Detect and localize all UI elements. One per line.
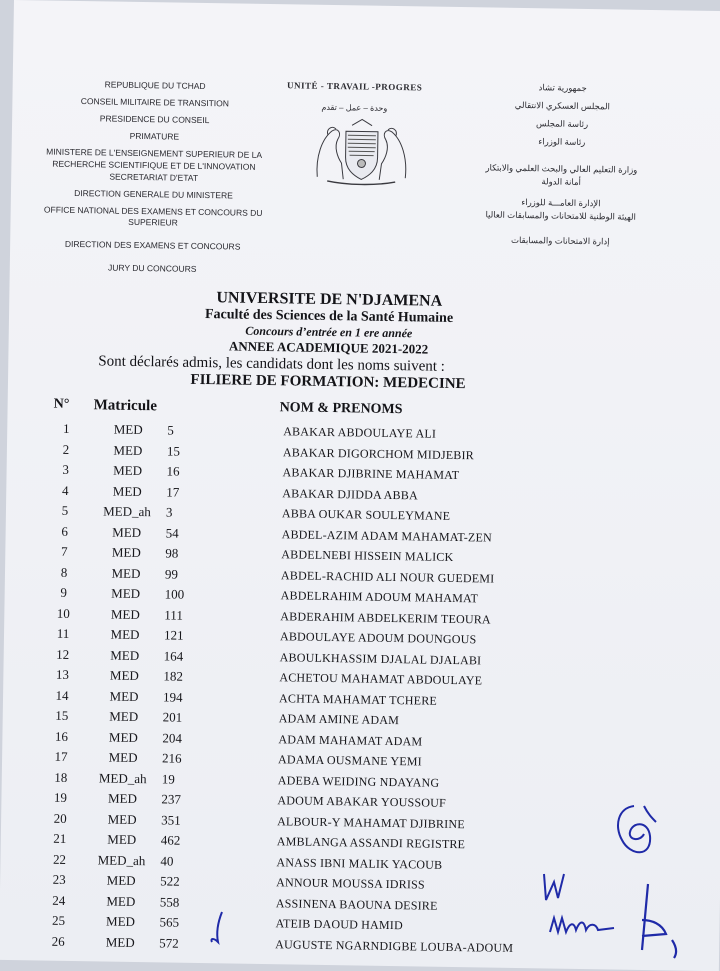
matricule-prefix: MED	[105, 934, 135, 950]
matricule-number: 194	[162, 688, 183, 705]
matricule-number: 237	[161, 791, 182, 807]
row-number: 8	[60, 564, 68, 580]
matricule-number: 572	[159, 934, 179, 951]
matricule-prefix: MED	[112, 524, 142, 540]
matricule-number: 15	[166, 442, 181, 459]
header-right-line: رئاسة الوزراء	[538, 136, 586, 147]
matricule-number: 98	[165, 545, 179, 561]
contest-title: Concours d’entrée en 1 ere année	[245, 323, 413, 341]
matricule-prefix: MED	[109, 708, 139, 725]
row-number: 5	[61, 502, 69, 518]
matricule-number: 100	[164, 586, 185, 602]
matricule-number: 565	[159, 914, 180, 930]
header-left-line: SECRETARIAT D'ETAT	[109, 171, 199, 183]
header-left-line: MINISTERE DE L'ENSEIGNEMENT SUPERIEUR DE LA	[46, 146, 263, 160]
matricule-prefix: MED_ah	[97, 851, 146, 868]
row-number: 6	[61, 523, 69, 539]
column-header-matricule: Matricule	[93, 397, 158, 415]
candidate-name: ADOUM ABAKAR YOUSSOUF	[277, 793, 447, 810]
header-center	[264, 80, 444, 115]
matricule-prefix: MED	[111, 544, 141, 561]
matricule-prefix: MED	[108, 749, 138, 766]
field-title: FILIERE DE FORMATION: MEDECINE	[190, 371, 466, 393]
candidate-name: ACHTA MAHAMAT TCHERE	[278, 690, 438, 708]
header-left-line: JURY DU CONCOURS	[107, 262, 197, 274]
matricule-prefix: MED	[110, 647, 140, 663]
matricule-number: 54	[165, 524, 179, 541]
header-left-french	[30, 78, 278, 282]
matricule-number: 17	[166, 483, 180, 500]
matricule-prefix: MED	[109, 667, 139, 684]
matricule-prefix: MED_ah	[98, 769, 147, 786]
row-number: 10	[56, 605, 70, 621]
column-header-name: NOM & PRENOMS	[279, 400, 403, 418]
candidate-name: ADEBA WEIDING NDAYANG	[277, 772, 440, 790]
header-right-line: إدارة الامتحانات والمسابقات	[510, 234, 610, 247]
row-number: 26	[51, 933, 65, 949]
row-number: 18	[54, 769, 68, 785]
candidate-name: ABDOULAYE ADOUM DOUNGOUS	[279, 629, 477, 647]
matricule-number: 5	[167, 422, 174, 438]
matricule-number: 522	[160, 873, 180, 889]
matricule-prefix: MED	[106, 872, 136, 889]
header-left-line: CONSEIL MILITAIRE DE TRANSITION	[80, 96, 230, 109]
header-right-line: الهيئة الوطنية للامتحانات والمسابقات العاليا	[485, 209, 636, 222]
header-right-line: جمهورية تشاد	[538, 82, 587, 94]
matricule-number: 201	[162, 709, 183, 725]
row-number: 1	[62, 420, 70, 436]
matricule-number: 164	[163, 647, 184, 664]
matricule-number: 19	[161, 770, 175, 787]
matricule-prefix: MED	[110, 626, 140, 643]
matricule-prefix: MED	[105, 913, 136, 930]
matricule-prefix: MED	[106, 893, 136, 909]
matricule-prefix: MED_ah	[103, 503, 151, 520]
candidate-name: ABDERAHIM ABDELKERIM TEOURA	[280, 608, 491, 627]
row-number: 9	[60, 584, 68, 600]
header-left-line: PRIMATURE	[129, 130, 180, 142]
matricule-prefix: MED	[113, 462, 143, 479]
row-number: 25	[51, 912, 66, 928]
intro-sentence: Sont déclarés admis, les candidats dont les noms suivent :	[98, 353, 446, 375]
header-left-line: RECHERCHE SCIENTIFIQUE ET DE L'INNOVATION	[52, 158, 256, 172]
row-number: 11	[56, 625, 70, 641]
candidate-name: ABOULKHASSIM DJALAL DJALABI	[279, 649, 482, 667]
signature-mark	[604, 796, 664, 866]
row-number: 23	[52, 871, 66, 887]
candidate-name: ABAKAR DJIBRINE MAHAMAT	[282, 465, 460, 483]
row-number: 15	[55, 707, 69, 723]
academic-year: ANNEE ACADEMIQUE 2021-2022	[228, 338, 429, 357]
university-title: UNIVERSITE DE N'DJAMENA	[216, 289, 443, 310]
row-number: 13	[55, 666, 70, 682]
matricule-number: 204	[162, 729, 183, 746]
row-number: 2	[62, 441, 70, 457]
national-motto-arabic: وحدة – عمل – تقدم	[321, 102, 388, 113]
candidate-name: ANASS IBNI MALIK YACOUB	[276, 854, 443, 872]
candidate-name: ADAM MAHAMAT ADAM	[278, 731, 423, 749]
matricule-prefix: MED	[111, 585, 141, 602]
matricule-prefix: MED	[107, 790, 138, 807]
matricule-number: 216	[161, 750, 182, 766]
signature-scribble	[548, 912, 618, 942]
header-right-line: أمانة الدولة	[541, 176, 582, 187]
candidate-name: ASSINENA BAOUNA DESIRE	[275, 895, 438, 913]
matricule-prefix: MED	[110, 606, 140, 622]
candidate-name: AMBLANGA ASSANDI REGISTRE	[276, 834, 466, 852]
matricule-number: 3	[165, 504, 173, 520]
candidate-name: AUGUSTE NGARNDIGBE LOUBA-ADOUM	[275, 936, 514, 955]
candidate-name: ABDEL-AZIM ADAM MAHAMAT-ZEN	[281, 526, 493, 545]
header-right-line: رئاسة المجلس	[535, 118, 589, 130]
candidate-name: ANNOUR MOUSSA IDRISS	[276, 875, 425, 892]
candidate-name: ABDELRAHIM ADOUM MAHAMAT	[280, 588, 479, 606]
candidate-name: ALBOUR-Y MAHAMAT DJIBRINE	[277, 813, 465, 831]
header-left-line: OFFICE NATIONAL DES EXAMENS ET CONCOURS DU SUPERIEUR	[43, 204, 263, 228]
national-motto: UNITÉ - TRAVAIL -PROGRES	[286, 80, 423, 93]
matricule-prefix: MED	[113, 442, 143, 458]
row-number: 24	[52, 892, 66, 908]
title-block	[68, 287, 590, 395]
matricule-number: 182	[163, 668, 184, 684]
row-number: 19	[53, 789, 68, 805]
candidate-name: ADAM AMINE ADAM	[278, 711, 400, 728]
candidate-name: ABAKAR DIGORCHOM MIDJEBIR	[282, 444, 475, 462]
row-number: 22	[52, 851, 67, 867]
matricule-number: 121	[163, 627, 184, 643]
header-left-line: PRESIDENCE DU CONSEIL	[99, 113, 210, 126]
coat-of-arms-emblem	[307, 117, 416, 189]
candidate-name: ATEIB DAOUD HAMID	[275, 916, 404, 933]
row-number: 14	[55, 687, 69, 703]
matricule-number: 351	[161, 811, 181, 828]
matricule-prefix: MED	[107, 831, 137, 848]
matricule-number: 462	[160, 832, 181, 848]
signature-stroke	[628, 880, 688, 960]
matricule-prefix: MED	[112, 483, 142, 499]
header-left-line: DIRECTION DES EXAMENS ET CONCOURS	[64, 238, 241, 252]
candidate-name: ABDEL-RACHID ALI NOUR GUEDEMI	[280, 567, 495, 586]
header-left-line: REPUBLIQUE DU TCHAD	[104, 79, 206, 92]
faculty-title: Faculté des Sciences de la Santé Humaine	[204, 307, 454, 326]
column-header-number: N°	[53, 396, 70, 412]
candidate-name: ABDELNEBI HISSEIN MALICK	[281, 547, 454, 564]
matricule-number: 40	[160, 852, 174, 869]
candidate-name: ABAKAR DJIDDA ABBA	[282, 485, 419, 502]
candidate-name: ADAMA OUSMANE YEMI	[277, 752, 423, 769]
matricule-prefix: MED	[111, 565, 141, 581]
header-left-line: DIRECTION GENERALE DU MINISTERE	[74, 187, 233, 201]
row-number: 16	[54, 728, 69, 744]
matricule-prefix: MED	[113, 421, 143, 438]
row-number: 3	[62, 461, 70, 477]
row-number: 12	[56, 646, 70, 662]
matricule-prefix: MED	[107, 811, 137, 827]
header-right-arabic	[475, 81, 648, 255]
header-right-line: وزارة التعليم العالي والبحث العلمي والابتكار	[485, 162, 638, 175]
header-right-line: الإدارة العامـــة للوزراء	[521, 196, 601, 209]
candidate-name: ABAKAR ABDOULAYE ALI	[283, 424, 437, 441]
matricule-number: 99	[164, 565, 179, 582]
matricule-number: 558	[159, 893, 180, 910]
tick-mark	[204, 908, 234, 948]
row-number: 21	[53, 830, 67, 846]
matricule-prefix: MED	[109, 688, 139, 704]
candidate-name: ACHETOU MAHAMAT ABDOULAYE	[279, 670, 483, 688]
row-number: 4	[61, 482, 69, 498]
matricule-prefix: MED	[108, 729, 138, 745]
row-number: 20	[53, 810, 67, 826]
row-number: 17	[54, 748, 68, 764]
header-right-line: المجلس العسكري الانتقالي	[514, 99, 611, 112]
matricule-number: 16	[166, 463, 180, 479]
row-number: 7	[60, 543, 68, 559]
initials-mark	[540, 870, 570, 906]
matricule-number: 111	[164, 606, 184, 623]
candidate-name: ABBA OUKAR SOULEYMANE	[281, 506, 451, 523]
